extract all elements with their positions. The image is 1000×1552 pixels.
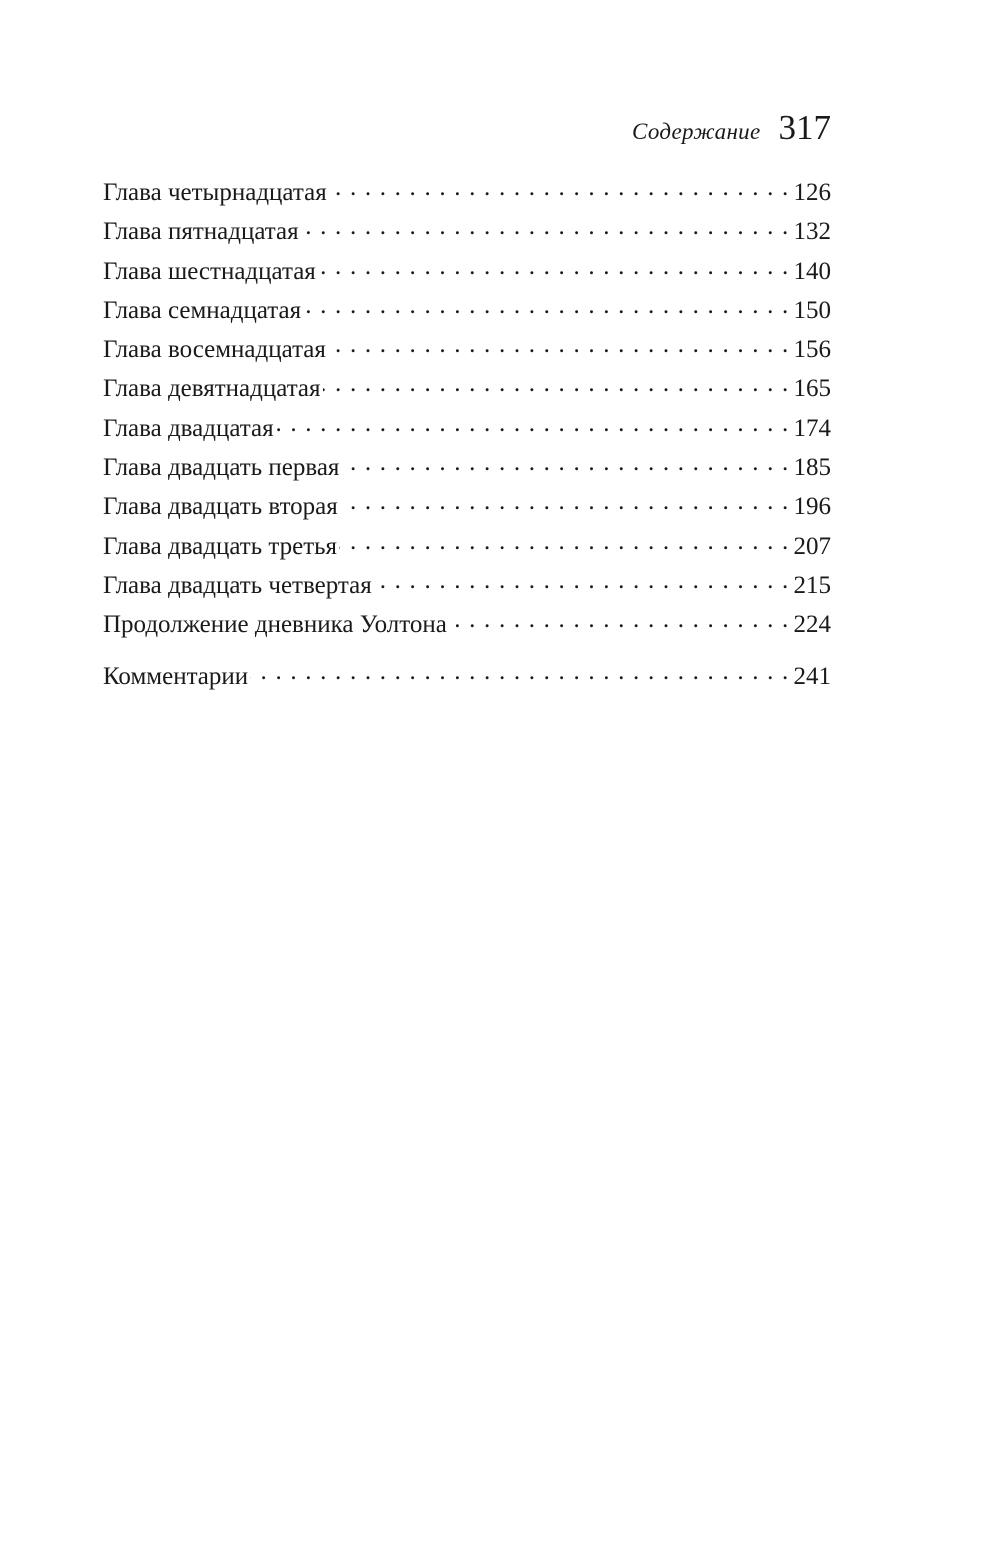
toc-entry[interactable] bbox=[103, 369, 831, 408]
dot-leader bbox=[340, 489, 790, 514]
dot-leader bbox=[303, 293, 789, 318]
toc-entry-title: Глава двадцать третья bbox=[103, 532, 338, 560]
dot-leader bbox=[341, 450, 789, 475]
page-number: 317 bbox=[778, 108, 831, 147]
toc-entry[interactable] bbox=[103, 566, 831, 605]
toc-entry-page: 207 bbox=[793, 532, 831, 560]
toc-entry-page: 126 bbox=[793, 179, 831, 206]
dot-leader bbox=[323, 371, 790, 396]
toc-entry-title: Глава двадцать четвертая bbox=[103, 571, 372, 599]
running-head bbox=[103, 108, 831, 152]
toc-entry[interactable] bbox=[103, 605, 831, 644]
toc-entry-title: Глава восемнадцатая bbox=[103, 336, 326, 364]
dot-leader bbox=[328, 332, 790, 357]
toc-entry-page: 174 bbox=[793, 414, 831, 442]
toc-entry-page: 150 bbox=[793, 296, 831, 324]
toc-entry-title: Глава четырнадцатая bbox=[103, 179, 327, 206]
dot-leader bbox=[449, 607, 790, 632]
dot-leader bbox=[276, 411, 790, 436]
toc-entry[interactable] bbox=[103, 487, 831, 526]
toc-entry-page: 156 bbox=[793, 336, 831, 364]
toc-entry-title: Глава двадцать вторая bbox=[103, 493, 338, 521]
toc-entry-title: Глава двадцать первая bbox=[103, 454, 340, 482]
toc-entry-title: Глава девятнадцатая bbox=[103, 375, 321, 403]
table-of-contents bbox=[103, 173, 831, 696]
toc-entry[interactable] bbox=[103, 252, 831, 291]
toc-entry-title: Глава пятнадцатая bbox=[103, 218, 299, 246]
toc-entry-page: 185 bbox=[793, 454, 831, 482]
toc-entry[interactable] bbox=[103, 330, 831, 369]
dot-leader bbox=[329, 175, 790, 200]
toc-entry-title: Глава семнадцатая bbox=[103, 296, 302, 324]
dot-leader bbox=[374, 568, 790, 593]
toc-entry-page: 241 bbox=[793, 662, 831, 690]
toc-entry-page: 196 bbox=[793, 493, 831, 521]
toc-entry-page: 165 bbox=[793, 375, 831, 403]
toc-entry-comments[interactable] bbox=[103, 657, 831, 696]
toc-entry-page: 132 bbox=[793, 218, 831, 246]
toc-entry-page: 224 bbox=[793, 611, 831, 639]
toc-entry[interactable] bbox=[103, 212, 831, 251]
dot-leader bbox=[318, 254, 790, 279]
dot-leader bbox=[250, 659, 789, 684]
toc-entry[interactable] bbox=[103, 173, 831, 212]
toc-entry-title: Глава шестнадцатая bbox=[103, 257, 316, 285]
toc-entry-page: 140 bbox=[793, 257, 831, 285]
dot-leader bbox=[339, 529, 789, 554]
dot-leader bbox=[301, 214, 790, 239]
toc-entry-title: Продолжение дневника Уолтона bbox=[103, 611, 447, 639]
toc-entry[interactable] bbox=[103, 448, 831, 487]
toc-entry-title: Комментарии bbox=[103, 662, 249, 690]
toc-entry-title: Глава двадцатая bbox=[103, 414, 274, 442]
section-title: Содержание bbox=[632, 119, 761, 144]
toc-entry[interactable] bbox=[103, 409, 831, 448]
toc-entry[interactable] bbox=[103, 527, 831, 566]
toc-entry-page: 215 bbox=[793, 571, 831, 599]
toc-entry[interactable] bbox=[103, 291, 831, 330]
